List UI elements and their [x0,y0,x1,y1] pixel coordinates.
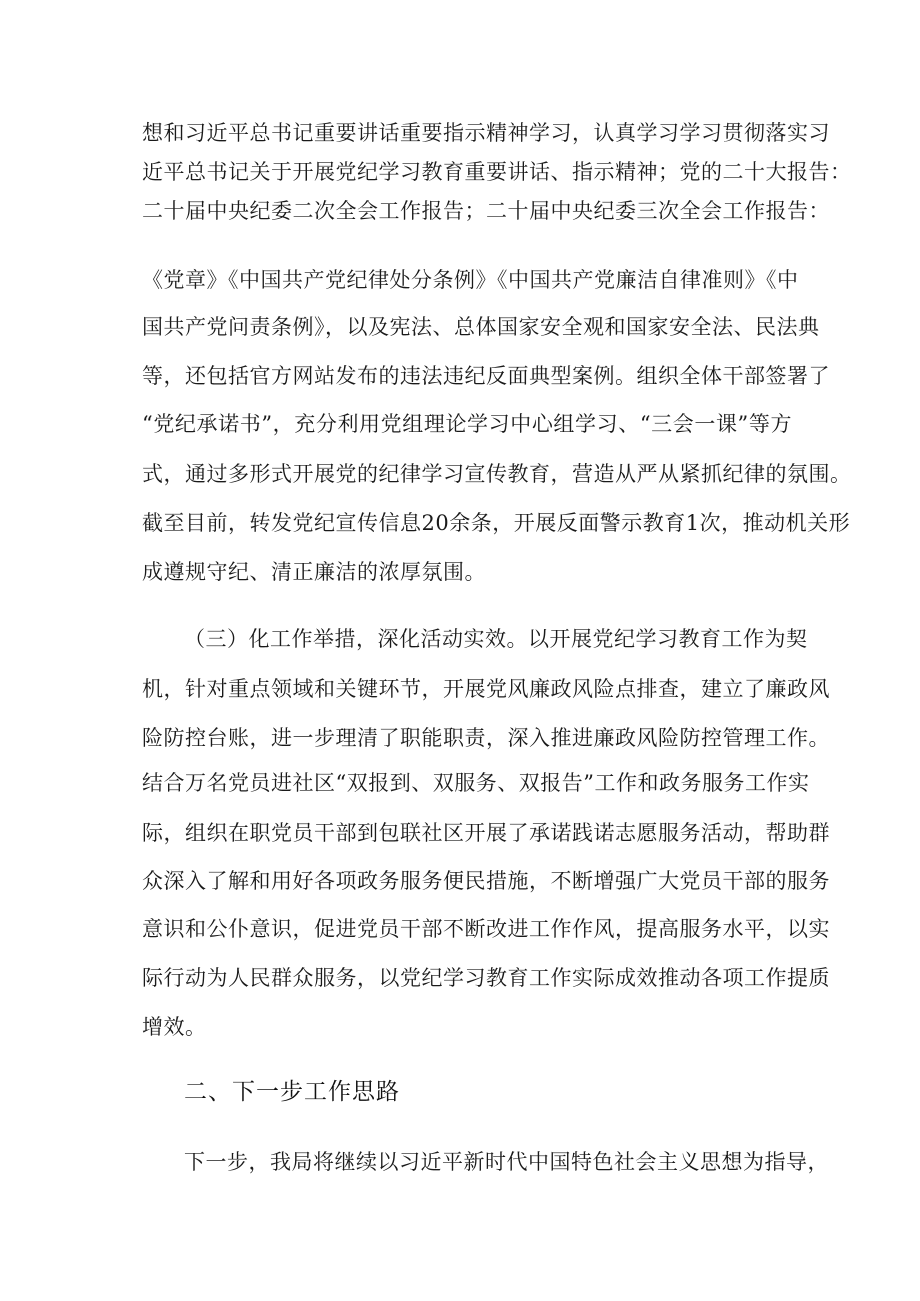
text-line: 险防控台账，进一步理清了职能职责，深入推进廉政风险防控管理工作。 [142,726,830,750]
text-line: “党纪承诺书”，充分利用党组理论学习中心组学习、“三会一课”等方 [142,412,792,436]
text-line: 机，针对重点领域和关键环节，开展党风廉政风险点排查，建立了廉政风 [142,677,830,701]
text-line: 意识和公仆意识，促进党员干部不断改进工作作风，提高服务水平，以实 [142,917,830,941]
text-line: 想和习近平总书记重要讲话重要指示精神学习，认真学习学习贯彻落实习 [142,121,830,145]
text-line: 式，通过多形式开展党的纪律学习宣传教育，营造从严从紧抓纪律的氛围。 [142,462,852,486]
text-line: 增效。 [142,1015,207,1039]
text-line: 际行动为人民群众服务，以党纪学习教育工作实际成效推动各项工作提质 [142,966,830,990]
text-line: 近平总书记关于开展党纪学习教育重要讲话、指示精神；党的二十大报告： [142,160,852,184]
text-line: 下一步，我局将继续以习近平新时代中国特色社会主义思想为指导， [184,1150,829,1174]
text-line: 结合万名党员进社区“双报到、双服务、双报告”工作和政务服务工作实 [142,771,810,795]
text-line: 际，组织在职党员干部到包联社区开展了承诺践诺志愿服务活动，帮助群 [142,821,830,845]
text-line: 成遵规守纪、清正廉洁的浓厚氛围。 [142,560,486,584]
text-line: 二十届中央纪委二次全会工作报告；二十届中央纪委三次全会工作报告： [142,199,830,223]
text-line: 等，还包括官方网站发布的违法违纪反面典型案例。组织全体干部签署了 [142,364,830,388]
text-line: （三）化工作举措，深化活动实效。以开展党纪学习教育工作为契 [184,627,808,651]
section-heading: 二、下一步工作思路 [184,1079,400,1105]
text-line: 《党章》《中国共产党纪律处分条例》《中国共产党廉洁自律准则》《中 [142,268,799,292]
text-line: 众深入了解和用好各项政务服务便民措施，不断增强广大党员干部的服务 [142,869,830,893]
text-line: 国共产党问责条例》，以及宪法、总体国家安全观和国家安全法、民法典 [142,315,820,339]
text-line: 截至目前，转发党纪宣传信息20余条，开展反面警示教育1次，推动机关形 [142,511,851,535]
